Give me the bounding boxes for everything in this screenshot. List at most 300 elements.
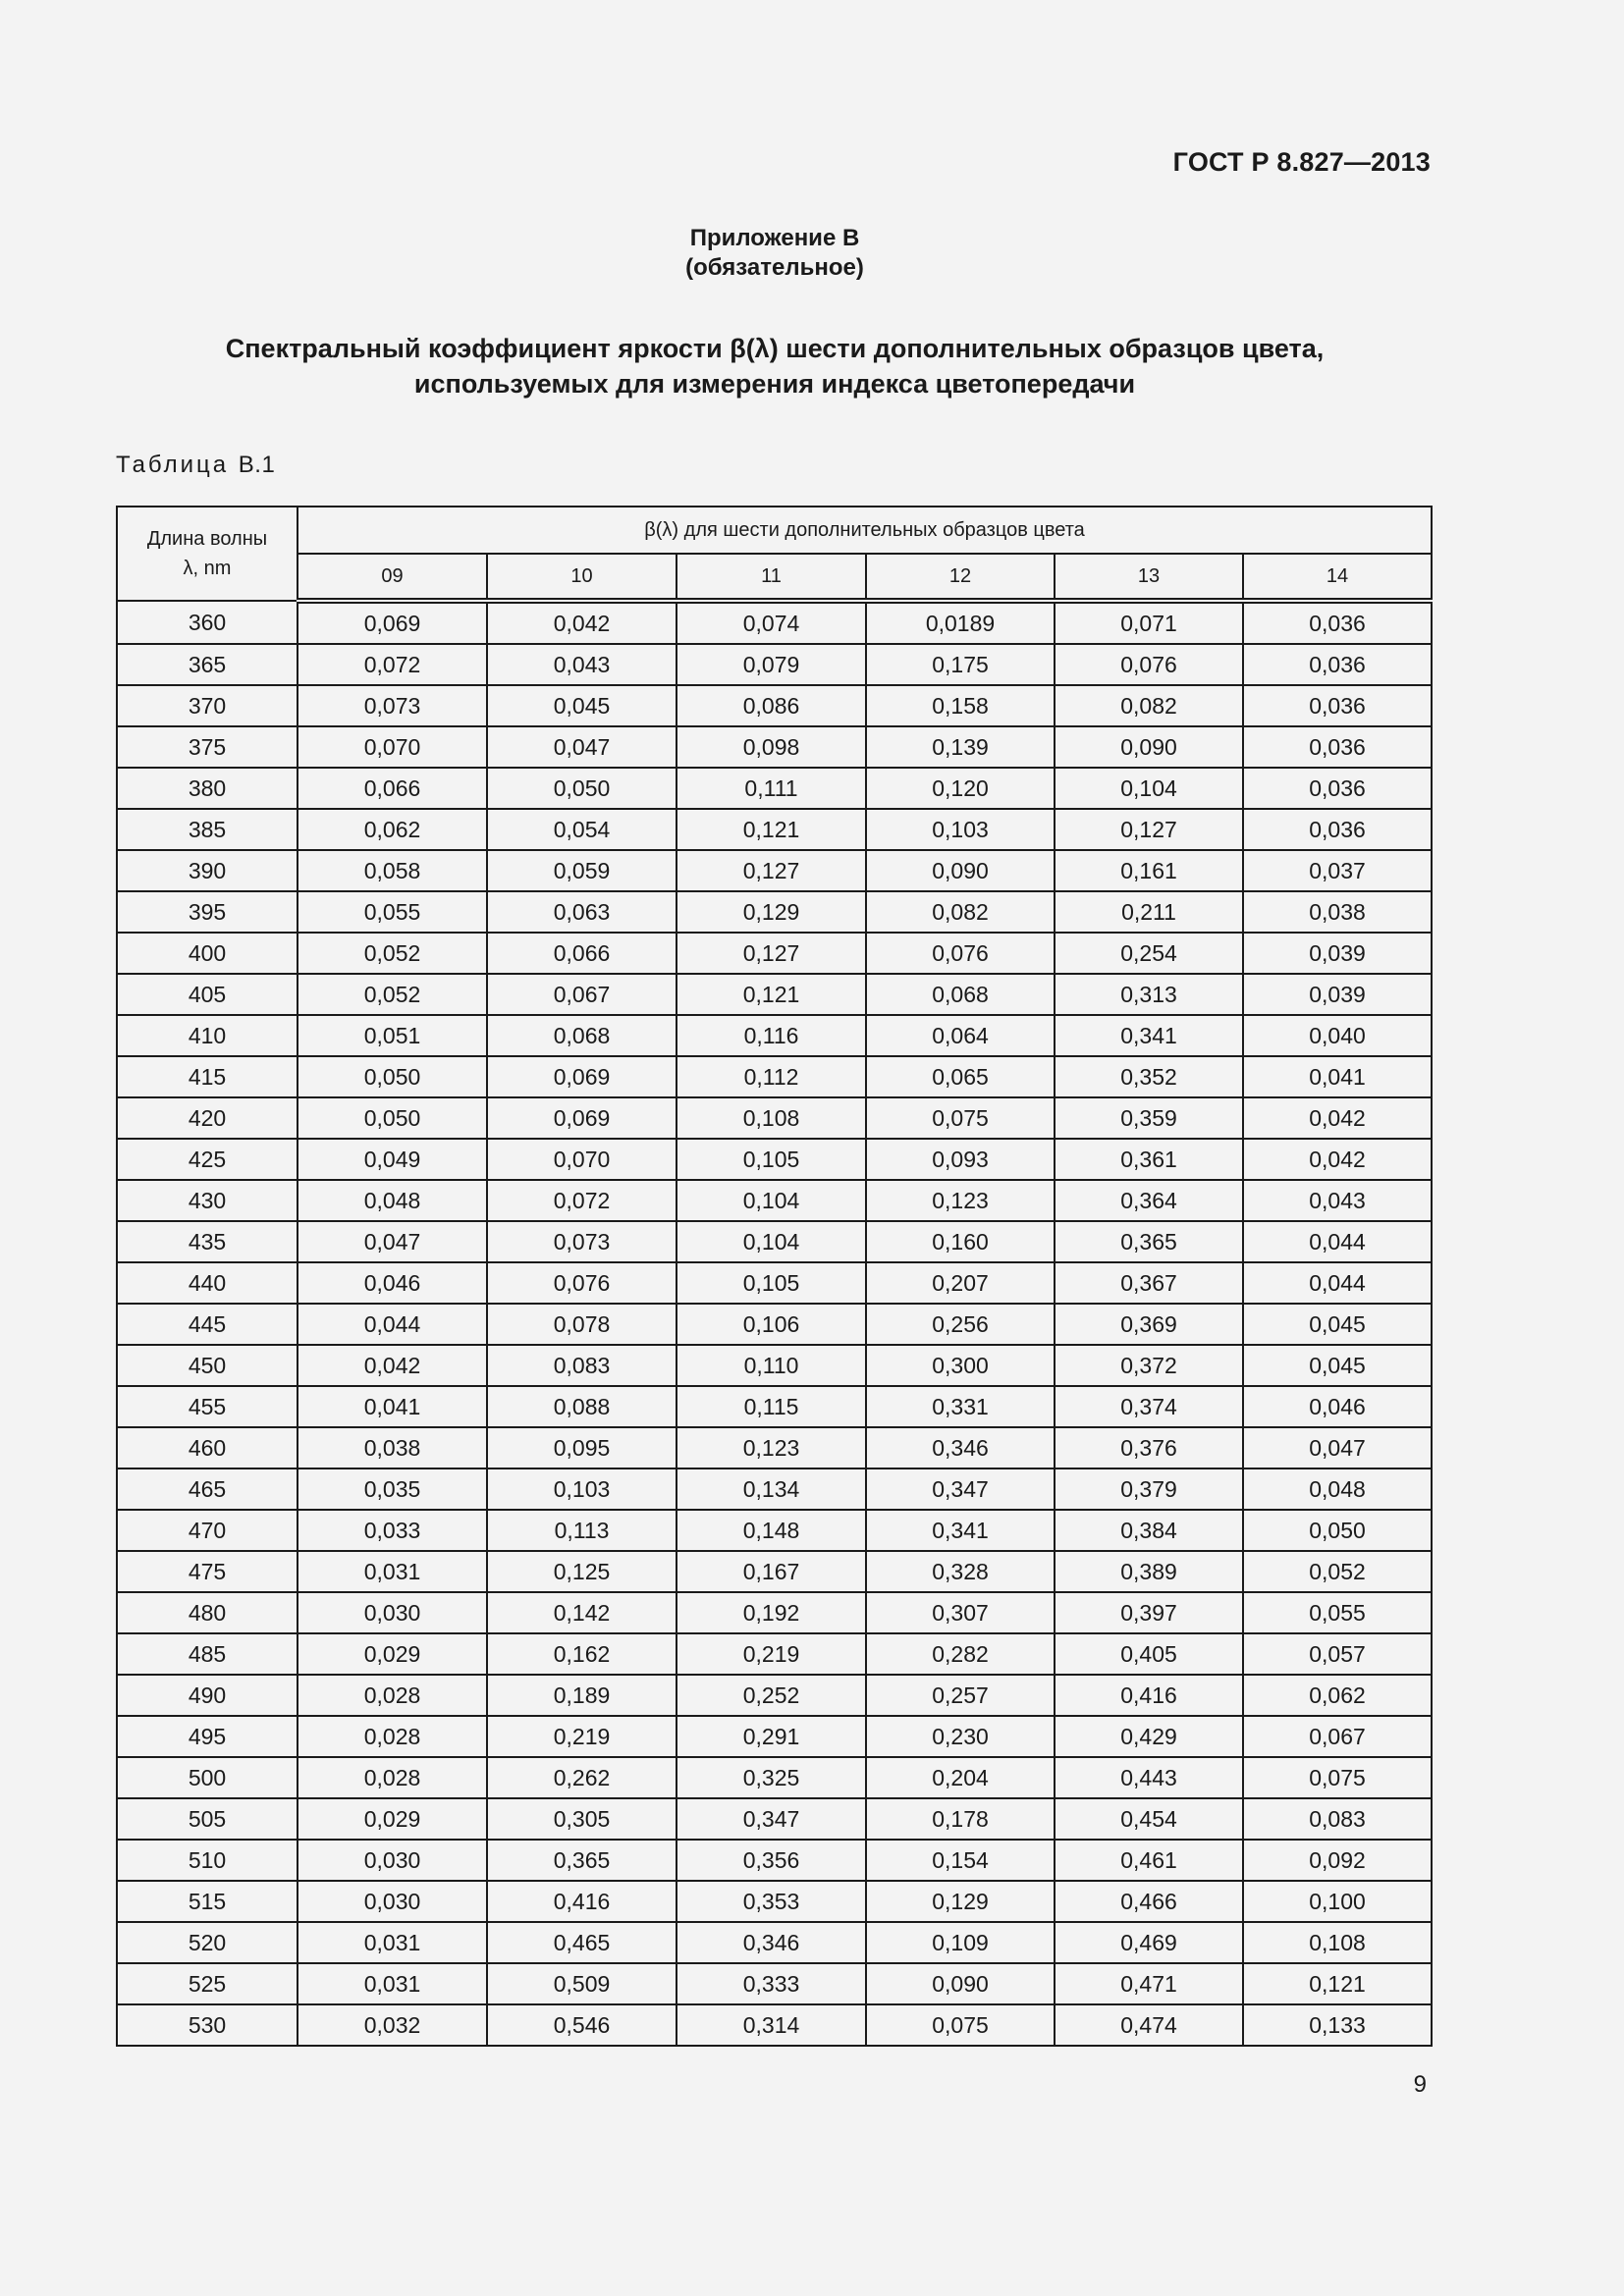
value-cell: 0,031 — [298, 1963, 487, 2004]
table-row — [117, 1798, 1432, 1840]
wavelength-cell: 410 — [117, 1015, 298, 1056]
value-cell: 0,461 — [1055, 1840, 1243, 1881]
wavelength-cell: 475 — [117, 1551, 298, 1592]
value-cell: 0,052 — [298, 933, 487, 974]
value-cell: 0,036 — [1243, 644, 1432, 685]
value-cell: 0,0189 — [866, 601, 1055, 644]
wavelength-cell: 490 — [117, 1675, 298, 1716]
value-cell: 0,104 — [677, 1221, 866, 1262]
value-cell: 0,252 — [677, 1675, 866, 1716]
value-cell: 0,043 — [1243, 1180, 1432, 1221]
value-cell: 0,384 — [1055, 1510, 1243, 1551]
value-cell: 0,158 — [866, 685, 1055, 726]
wavelength-cell: 455 — [117, 1386, 298, 1427]
value-cell: 0,120 — [866, 768, 1055, 809]
value-cell: 0,111 — [677, 768, 866, 809]
value-cell: 0,045 — [487, 685, 677, 726]
value-cell: 0,104 — [677, 1180, 866, 1221]
table-row — [117, 809, 1432, 850]
value-cell: 0,325 — [677, 1757, 866, 1798]
table-row — [117, 1963, 1432, 2004]
value-cell: 0,127 — [1055, 809, 1243, 850]
table-row — [117, 933, 1432, 974]
sample-header: 14 — [1243, 554, 1432, 601]
value-cell: 0,042 — [487, 601, 677, 644]
value-cell: 0,112 — [677, 1056, 866, 1097]
value-cell: 0,100 — [1243, 1881, 1432, 1922]
value-cell: 0,066 — [487, 933, 677, 974]
value-cell: 0,121 — [677, 974, 866, 1015]
value-cell: 0,139 — [866, 726, 1055, 768]
value-cell: 0,328 — [866, 1551, 1055, 1592]
table-row — [117, 1386, 1432, 1427]
value-cell: 0,088 — [487, 1386, 677, 1427]
table-row — [117, 1468, 1432, 1510]
value-cell: 0,042 — [1243, 1097, 1432, 1139]
value-cell: 0,065 — [866, 1056, 1055, 1097]
value-cell: 0,454 — [1055, 1798, 1243, 1840]
value-cell: 0,546 — [487, 2004, 677, 2046]
wavelength-cell: 460 — [117, 1427, 298, 1468]
table-row — [117, 1633, 1432, 1675]
section-title-line-2: используемых для измерения индекса цветопередачи — [413, 369, 1136, 399]
value-cell: 0,073 — [298, 685, 487, 726]
value-cell: 0,207 — [866, 1262, 1055, 1304]
value-cell: 0,090 — [866, 1963, 1055, 2004]
value-cell: 0,092 — [1243, 1840, 1432, 1881]
table-caption-word: Таблица — [116, 452, 230, 478]
table-row — [117, 1427, 1432, 1468]
value-cell: 0,050 — [487, 768, 677, 809]
value-cell: 0,064 — [866, 1015, 1055, 1056]
wavelength-cell: 530 — [117, 2004, 298, 2046]
value-cell: 0,070 — [487, 1139, 677, 1180]
value-cell: 0,038 — [1243, 891, 1432, 933]
wavelength-cell: 480 — [117, 1592, 298, 1633]
value-cell: 0,465 — [487, 1922, 677, 1963]
value-cell: 0,379 — [1055, 1468, 1243, 1510]
value-cell: 0,167 — [677, 1551, 866, 1592]
table-row — [117, 1221, 1432, 1262]
value-cell: 0,133 — [1243, 2004, 1432, 2046]
value-cell: 0,347 — [677, 1798, 866, 1840]
value-cell: 0,031 — [298, 1551, 487, 1592]
table-row — [117, 974, 1432, 1015]
value-cell: 0,175 — [866, 644, 1055, 685]
value-cell: 0,509 — [487, 1963, 677, 2004]
wavelength-cell: 425 — [117, 1139, 298, 1180]
wavelength-cell: 430 — [117, 1180, 298, 1221]
value-cell: 0,125 — [487, 1551, 677, 1592]
value-cell: 0,050 — [298, 1056, 487, 1097]
value-cell: 0,127 — [677, 933, 866, 974]
value-cell: 0,082 — [1055, 685, 1243, 726]
group-header: β(λ) для шести дополнительных образцов цвета — [298, 507, 1432, 554]
wavelength-cell: 515 — [117, 1881, 298, 1922]
value-cell: 0,075 — [866, 1097, 1055, 1139]
value-cell: 0,042 — [298, 1345, 487, 1386]
value-cell: 0,307 — [866, 1592, 1055, 1633]
value-cell: 0,352 — [1055, 1056, 1243, 1097]
value-cell: 0,078 — [487, 1304, 677, 1345]
value-cell: 0,314 — [677, 2004, 866, 2046]
value-cell: 0,076 — [866, 933, 1055, 974]
table-row — [117, 601, 1432, 644]
value-cell: 0,041 — [1243, 1056, 1432, 1097]
value-cell: 0,116 — [677, 1015, 866, 1056]
wavelength-cell: 385 — [117, 809, 298, 850]
value-cell: 0,083 — [1243, 1798, 1432, 1840]
value-cell: 0,059 — [487, 850, 677, 891]
value-cell: 0,040 — [1243, 1015, 1432, 1056]
value-cell: 0,341 — [1055, 1015, 1243, 1056]
value-cell: 0,069 — [487, 1097, 677, 1139]
value-cell: 0,028 — [298, 1675, 487, 1716]
value-cell: 0,367 — [1055, 1262, 1243, 1304]
value-cell: 0,397 — [1055, 1592, 1243, 1633]
value-cell: 0,036 — [1243, 809, 1432, 850]
value-cell: 0,058 — [298, 850, 487, 891]
value-cell: 0,127 — [677, 850, 866, 891]
value-cell: 0,030 — [298, 1840, 487, 1881]
table-row — [117, 1510, 1432, 1551]
value-cell: 0,044 — [298, 1304, 487, 1345]
value-cell: 0,134 — [677, 1468, 866, 1510]
page-number: 9 — [1413, 2071, 1427, 2098]
sample-header: 09 — [298, 554, 487, 601]
value-cell: 0,123 — [866, 1180, 1055, 1221]
value-cell: 0,106 — [677, 1304, 866, 1345]
table-row — [117, 644, 1432, 685]
value-cell: 0,083 — [487, 1345, 677, 1386]
value-cell: 0,045 — [1243, 1304, 1432, 1345]
wavelength-cell: 505 — [117, 1798, 298, 1840]
value-cell: 0,047 — [487, 726, 677, 768]
value-cell: 0,049 — [298, 1139, 487, 1180]
value-cell: 0,262 — [487, 1757, 677, 1798]
value-cell: 0,029 — [298, 1633, 487, 1675]
value-cell: 0,305 — [487, 1798, 677, 1840]
value-cell: 0,050 — [298, 1097, 487, 1139]
table-row — [117, 685, 1432, 726]
value-cell: 0,230 — [866, 1716, 1055, 1757]
value-cell: 0,036 — [1243, 726, 1432, 768]
value-cell: 0,095 — [487, 1427, 677, 1468]
value-cell: 0,469 — [1055, 1922, 1243, 1963]
sample-header: 10 — [487, 554, 677, 601]
value-cell: 0,048 — [298, 1180, 487, 1221]
value-cell: 0,068 — [866, 974, 1055, 1015]
value-cell: 0,115 — [677, 1386, 866, 1427]
value-cell: 0,471 — [1055, 1963, 1243, 2004]
value-cell: 0,043 — [487, 644, 677, 685]
value-cell: 0,098 — [677, 726, 866, 768]
table-row — [117, 2004, 1432, 2046]
value-cell: 0,076 — [1055, 644, 1243, 685]
value-cell: 0,048 — [1243, 1468, 1432, 1510]
value-cell: 0,052 — [1243, 1551, 1432, 1592]
document-code: ГОСТ Р 8.827—2013 — [1172, 147, 1431, 177]
wavelength-header — [117, 507, 298, 601]
value-cell: 0,104 — [1055, 768, 1243, 809]
value-cell: 0,108 — [677, 1097, 866, 1139]
value-cell: 0,031 — [298, 1922, 487, 1963]
value-cell: 0,036 — [1243, 601, 1432, 644]
table-row — [117, 1097, 1432, 1139]
value-cell: 0,090 — [866, 850, 1055, 891]
value-cell: 0,075 — [1243, 1757, 1432, 1798]
table-row — [117, 768, 1432, 809]
value-cell: 0,032 — [298, 2004, 487, 2046]
table-row — [117, 1675, 1432, 1716]
value-cell: 0,160 — [866, 1221, 1055, 1262]
value-cell: 0,074 — [677, 601, 866, 644]
value-cell: 0,028 — [298, 1716, 487, 1757]
section-title — [0, 331, 1549, 401]
value-cell: 0,037 — [1243, 850, 1432, 891]
wavelength-cell: 435 — [117, 1221, 298, 1262]
sample-header: 13 — [1055, 554, 1243, 601]
value-cell: 0,347 — [866, 1468, 1055, 1510]
value-cell: 0,069 — [487, 1056, 677, 1097]
value-cell: 0,211 — [1055, 891, 1243, 933]
value-cell: 0,416 — [1055, 1675, 1243, 1716]
value-cell: 0,346 — [677, 1922, 866, 1963]
table-row — [117, 1757, 1432, 1798]
value-cell: 0,416 — [487, 1881, 677, 1922]
wavelength-cell: 390 — [117, 850, 298, 891]
value-cell: 0,035 — [298, 1468, 487, 1510]
value-cell: 0,105 — [677, 1262, 866, 1304]
appendix-heading — [0, 224, 1549, 283]
value-cell: 0,079 — [677, 644, 866, 685]
value-cell: 0,405 — [1055, 1633, 1243, 1675]
spectral-table — [116, 506, 1433, 2047]
value-cell: 0,356 — [677, 1840, 866, 1881]
wavelength-cell: 370 — [117, 685, 298, 726]
value-cell: 0,044 — [1243, 1221, 1432, 1262]
value-cell: 0,038 — [298, 1427, 487, 1468]
table-row — [117, 726, 1432, 768]
wavelength-cell: 415 — [117, 1056, 298, 1097]
value-cell: 0,372 — [1055, 1345, 1243, 1386]
value-cell: 0,036 — [1243, 685, 1432, 726]
table-caption-number: В.1 — [238, 452, 276, 478]
value-cell: 0,090 — [1055, 726, 1243, 768]
value-cell: 0,313 — [1055, 974, 1243, 1015]
value-cell: 0,055 — [1243, 1592, 1432, 1633]
wavelength-cell: 510 — [117, 1840, 298, 1881]
wavelength-cell: 440 — [117, 1262, 298, 1304]
table-row — [117, 1262, 1432, 1304]
wavelength-cell: 465 — [117, 1468, 298, 1510]
value-cell: 0,039 — [1243, 974, 1432, 1015]
value-cell: 0,067 — [487, 974, 677, 1015]
value-cell: 0,041 — [298, 1386, 487, 1427]
value-cell: 0,044 — [1243, 1262, 1432, 1304]
value-cell: 0,069 — [298, 601, 487, 644]
wavelength-cell: 520 — [117, 1922, 298, 1963]
wavelength-cell: 470 — [117, 1510, 298, 1551]
wavelength-cell: 405 — [117, 974, 298, 1015]
value-cell: 0,082 — [866, 891, 1055, 933]
value-cell: 0,050 — [1243, 1510, 1432, 1551]
value-cell: 0,046 — [298, 1262, 487, 1304]
appendix-title: Приложение В — [689, 225, 860, 251]
value-cell: 0,066 — [298, 768, 487, 809]
sample-header: 12 — [866, 554, 1055, 601]
table-caption — [116, 452, 275, 479]
value-cell: 0,054 — [487, 809, 677, 850]
value-cell: 0,086 — [677, 685, 866, 726]
value-cell: 0,291 — [677, 1716, 866, 1757]
value-cell: 0,333 — [677, 1963, 866, 2004]
value-cell: 0,062 — [1243, 1675, 1432, 1716]
value-cell: 0,148 — [677, 1510, 866, 1551]
value-cell: 0,055 — [298, 891, 487, 933]
value-cell: 0,057 — [1243, 1633, 1432, 1675]
value-cell: 0,178 — [866, 1798, 1055, 1840]
value-cell: 0,046 — [1243, 1386, 1432, 1427]
table-row — [117, 1881, 1432, 1922]
value-cell: 0,142 — [487, 1592, 677, 1633]
wavelength-cell: 445 — [117, 1304, 298, 1345]
value-cell: 0,282 — [866, 1633, 1055, 1675]
value-cell: 0,204 — [866, 1757, 1055, 1798]
table-row — [117, 1345, 1432, 1386]
value-cell: 0,254 — [1055, 933, 1243, 974]
value-cell: 0,068 — [487, 1015, 677, 1056]
value-cell: 0,071 — [1055, 601, 1243, 644]
value-cell: 0,154 — [866, 1840, 1055, 1881]
value-cell: 0,076 — [487, 1262, 677, 1304]
value-cell: 0,219 — [487, 1716, 677, 1757]
table-row — [117, 1551, 1432, 1592]
value-cell: 0,365 — [1055, 1221, 1243, 1262]
value-cell: 0,047 — [298, 1221, 487, 1262]
sample-header: 11 — [677, 554, 866, 601]
wavelength-cell: 420 — [117, 1097, 298, 1139]
value-cell: 0,129 — [677, 891, 866, 933]
value-cell: 0,039 — [1243, 933, 1432, 974]
value-cell: 0,051 — [298, 1015, 487, 1056]
value-cell: 0,129 — [866, 1881, 1055, 1922]
table-row — [117, 891, 1432, 933]
value-cell: 0,369 — [1055, 1304, 1243, 1345]
wavelength-cell: 380 — [117, 768, 298, 809]
value-cell: 0,161 — [1055, 850, 1243, 891]
value-cell: 0,341 — [866, 1510, 1055, 1551]
value-cell: 0,045 — [1243, 1345, 1432, 1386]
value-cell: 0,105 — [677, 1139, 866, 1180]
value-cell: 0,365 — [487, 1840, 677, 1881]
table-row — [117, 1056, 1432, 1097]
wavelength-cell: 400 — [117, 933, 298, 974]
wavelength-cell: 395 — [117, 891, 298, 933]
value-cell: 0,030 — [298, 1881, 487, 1922]
table-row — [117, 1922, 1432, 1963]
value-cell: 0,189 — [487, 1675, 677, 1716]
value-cell: 0,113 — [487, 1510, 677, 1551]
value-cell: 0,029 — [298, 1798, 487, 1840]
wavelength-cell: 365 — [117, 644, 298, 685]
value-cell: 0,389 — [1055, 1551, 1243, 1592]
value-cell: 0,353 — [677, 1881, 866, 1922]
wavelength-cell: 525 — [117, 1963, 298, 2004]
table-row — [117, 1716, 1432, 1757]
value-cell: 0,374 — [1055, 1386, 1243, 1427]
value-cell: 0,072 — [487, 1180, 677, 1221]
value-cell: 0,123 — [677, 1427, 866, 1468]
value-cell: 0,359 — [1055, 1097, 1243, 1139]
value-cell: 0,070 — [298, 726, 487, 768]
appendix-status: (обязательное) — [685, 254, 864, 281]
value-cell: 0,042 — [1243, 1139, 1432, 1180]
value-cell: 0,103 — [866, 809, 1055, 850]
wavelength-header-line-1: Длина волны — [146, 528, 268, 550]
value-cell: 0,346 — [866, 1427, 1055, 1468]
value-cell: 0,103 — [487, 1468, 677, 1510]
value-cell: 0,072 — [298, 644, 487, 685]
value-cell: 0,219 — [677, 1633, 866, 1675]
value-cell: 0,443 — [1055, 1757, 1243, 1798]
value-cell: 0,474 — [1055, 2004, 1243, 2046]
value-cell: 0,121 — [1243, 1963, 1432, 2004]
value-cell: 0,121 — [677, 809, 866, 850]
value-cell: 0,466 — [1055, 1881, 1243, 1922]
table-row — [117, 1840, 1432, 1881]
value-cell: 0,162 — [487, 1633, 677, 1675]
wavelength-cell: 500 — [117, 1757, 298, 1798]
wavelength-cell: 485 — [117, 1633, 298, 1675]
value-cell: 0,364 — [1055, 1180, 1243, 1221]
section-title-line-1: Спектральный коэффициент яркости β(λ) шести дополнительных образцов цвета, — [225, 334, 1325, 363]
value-cell: 0,429 — [1055, 1716, 1243, 1757]
value-cell: 0,075 — [866, 2004, 1055, 2046]
value-cell: 0,063 — [487, 891, 677, 933]
wavelength-cell: 360 — [117, 601, 298, 644]
value-cell: 0,036 — [1243, 768, 1432, 809]
value-cell: 0,033 — [298, 1510, 487, 1551]
value-cell: 0,030 — [298, 1592, 487, 1633]
table-row — [117, 1592, 1432, 1633]
value-cell: 0,361 — [1055, 1139, 1243, 1180]
value-cell: 0,110 — [677, 1345, 866, 1386]
value-cell: 0,067 — [1243, 1716, 1432, 1757]
wavelength-header-line-2: λ, nm — [183, 558, 232, 579]
table-row — [117, 1015, 1432, 1056]
table-row — [117, 1304, 1432, 1345]
wavelength-cell: 375 — [117, 726, 298, 768]
value-cell: 0,052 — [298, 974, 487, 1015]
table-row — [117, 1139, 1432, 1180]
table-body — [117, 601, 1432, 2046]
value-cell: 0,109 — [866, 1922, 1055, 1963]
value-cell: 0,093 — [866, 1139, 1055, 1180]
value-cell: 0,062 — [298, 809, 487, 850]
table-row — [117, 1180, 1432, 1221]
value-cell: 0,331 — [866, 1386, 1055, 1427]
value-cell: 0,108 — [1243, 1922, 1432, 1963]
value-cell: 0,028 — [298, 1757, 487, 1798]
wavelength-cell: 450 — [117, 1345, 298, 1386]
value-cell: 0,073 — [487, 1221, 677, 1262]
value-cell: 0,192 — [677, 1592, 866, 1633]
value-cell: 0,047 — [1243, 1427, 1432, 1468]
value-cell: 0,300 — [866, 1345, 1055, 1386]
table-row — [117, 850, 1432, 891]
value-cell: 0,256 — [866, 1304, 1055, 1345]
